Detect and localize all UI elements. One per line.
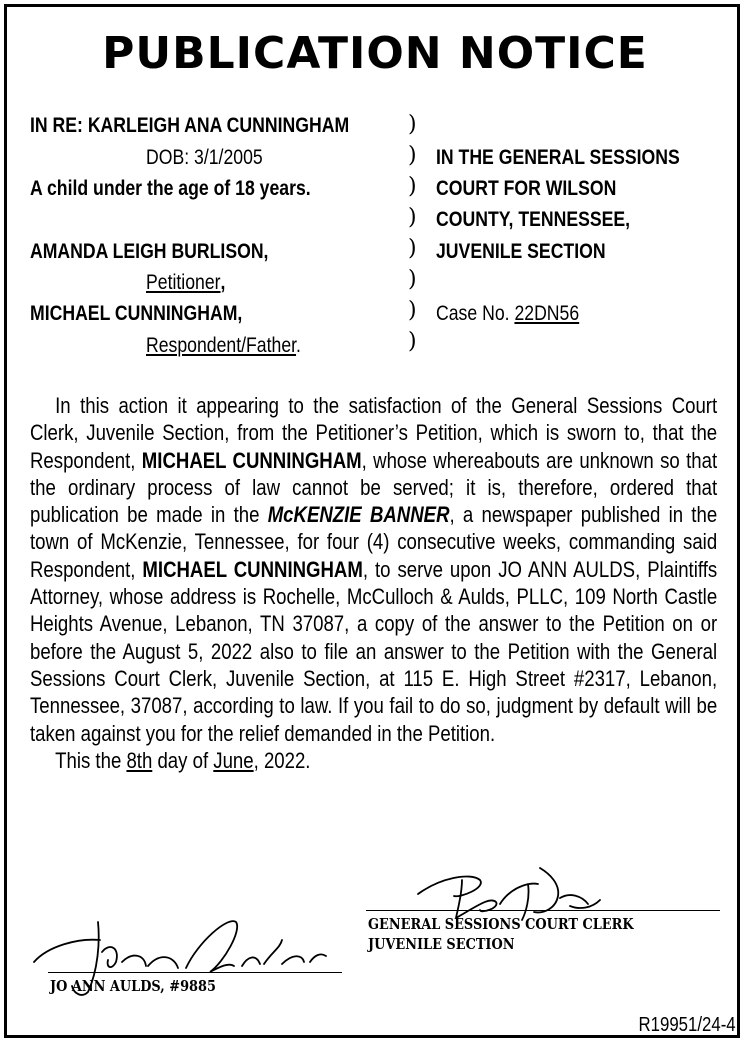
case-label: Case No.: [436, 302, 510, 325]
attorney-name: JO ANN AULDS, #9885: [50, 977, 216, 995]
attorney-signature-line: [48, 972, 342, 973]
body-paragraph: In this action it appearing to the satisfaction of the General Sessions Court Clerk, Juvenile Section, from the Petitioner’s Petition, which is sworn to, that the Respondent, MICHAEL CUNNINGHAM, whose whereabouts are unknown so that the ordinary process of law cannot be served; it is, therefore, ordered that publication be made in the McKENZIE BANNER, a newspaper published in the town of McKenzie, Tennessee, for four (4) consecutive weeks, commanding said Respondent, MICHAEL CUNNINGHAM, to serve upon JO ANN AULDS, Plaintiffs Attorney, whose address is Rochelle, McCulloch & Aulds, PLLC, 109 North Castle Heights Avenue, Lebanon, TN 37087, a copy of the answer to the Petition on or before the August 5, 2022 also to file an answer to the Petition with the General Sessions Court Clerk, Juvenile Section, at 115 E. High Street #2317, Lebanon, Tennessee, 37087, according to law. If you fail to do so, judgment by default will be taken against you for the relief demanded in the Petition.: [30, 393, 718, 746]
child-note: A child under the age of 18 years.: [30, 177, 311, 200]
date-line: This the 8th day of June, 2022.: [55, 747, 311, 773]
respondent-role: Respondent/Father: [146, 334, 297, 357]
court-line-4: JUVENILE SECTION: [436, 240, 606, 263]
respondent-role-line: Respondent/Father.: [146, 334, 301, 357]
petitioner-role-line: Petitioner,: [146, 271, 226, 294]
notice-title: PUBLICATION NOTICE: [102, 28, 648, 79]
clerk-title-2: JUVENILE SECTION: [368, 935, 515, 953]
respondent-name: MICHAEL CUNNINGHAM,: [30, 302, 243, 325]
petitioner-role: Petitioner: [146, 271, 221, 294]
in-re-line: IN RE: KARLEIGH ANA CUNNINGHAM: [30, 114, 350, 137]
clerk-title-1: GENERAL SESSIONS COURT CLERK: [368, 915, 634, 933]
respondent-bold-2: MICHAEL CUNNINGHAM: [142, 556, 363, 582]
respondent-bold: MICHAEL CUNNINGHAM: [141, 447, 362, 473]
court-line-3: COUNTY, TENNESSEE,: [436, 208, 631, 231]
case-number-line: [436, 302, 579, 326]
petitioner-name: AMANDA LEIGH BURLISON,: [30, 240, 269, 263]
clerk-signature-line: [366, 910, 720, 911]
court-line-1: IN THE GENERAL SESSIONS: [436, 146, 680, 169]
date-day: 8th: [126, 747, 153, 773]
notice-body: [30, 392, 717, 774]
case-number: 22DN56: [514, 302, 580, 325]
court-line-2: COURT FOR WILSON: [436, 177, 617, 200]
date-month: June: [213, 747, 254, 773]
dob-line: DOB: 3/1/2005: [146, 146, 263, 169]
reference-number: R19951/24-4: [638, 1014, 736, 1036]
newspaper-name: McKENZIE BANNER: [267, 502, 450, 528]
